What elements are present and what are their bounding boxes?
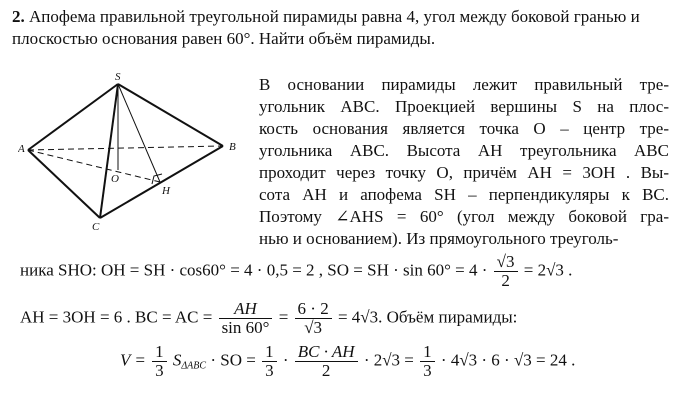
edge-SA [28,84,118,150]
formula-text: · SO = [210,350,256,370]
solution-line: проходит через точку O, причём AH = 3OH . Вы- [259,163,669,182]
edge-AB-hidden [28,146,223,150]
formula-text: · [282,350,289,370]
formula-line-3 [120,343,575,380]
fraction-denominator: 3 [423,361,432,380]
fraction [295,343,358,380]
formula-text: ника SHO: OH = SH · cos60° = 4 · 0,5 = 2 , SO = SH · sin 60° = 4 · [20,260,488,280]
formula-text: = [278,307,289,327]
formula-line-2 [20,300,517,337]
fraction [295,300,332,337]
formula-text: = 2√3 . [523,260,573,280]
fraction-denominator: 2 [501,271,510,290]
solution-line: нью и основанием). Из прямоугольного треуголь- [259,229,619,248]
formula-text: = 4√3. Объём пирамиды: [337,307,518,327]
pyramid-figure [18,70,258,235]
edge-SB [118,84,223,146]
label-S: S [115,71,121,83]
label-A: A [18,143,25,155]
fraction-denominator: √3 [304,318,323,337]
formula-line-1 [20,253,572,290]
area-subscript: ΔABC [181,360,207,372]
fraction-denominator: sin 60° [221,318,270,337]
solution-line: Поэтому ∠AHS = 60° (угол между боковой гра- [259,207,669,226]
area-symbol: S [172,350,182,370]
label-C: C [92,221,100,233]
formula-text: AH = 3OH = 6 . BC = AC = [20,307,213,327]
fraction-denominator: 2 [321,361,331,380]
fraction-denominator: 3 [155,361,164,380]
fraction [152,343,167,380]
fraction-numerator: 6 · 2 [295,300,332,319]
fraction-numerator: 1 [420,343,435,362]
formula-text: · 2√3 = [363,350,414,370]
fraction-numerator: BC · AH [295,343,358,362]
solution-line: угольник ABC. Проекцией вершины S на плос- [259,97,669,116]
fraction-numerator: 1 [152,343,167,362]
fraction [262,343,277,380]
fraction [420,343,435,380]
solution-text [259,74,669,250]
formula-text: V = [120,350,146,370]
fraction-denominator: 3 [265,361,274,380]
solution-line: В основании пирамиды лежит правильный тре- [259,75,669,94]
solution-line: сота AH и апофема SH – перпендикуляры к BC. [259,185,669,204]
label-B: B [229,141,236,153]
formula-text: · 4√3 · 6 · √3 = 24 . [440,350,576,370]
edge-AC [28,150,100,218]
fraction-numerator: AH [219,300,273,319]
apothem-SH [118,84,160,182]
edge-SC [100,84,118,218]
height-AH [28,150,160,182]
problem-statement [12,6,672,50]
label-O: O [111,173,119,185]
problem-number: 2. [12,7,25,26]
solution-line: угольника ABC. Высота AH треугольника ABC [259,141,669,160]
label-H: H [162,185,170,197]
fraction [494,253,518,290]
problem-text: Апофема правильной треугольной пирамиды равна 4, угол между боковой гранью и плоскостью основания равен 60°. Найти объём пирамиды. [12,7,640,48]
fraction-numerator: √3 [494,253,518,272]
solution-line: кость основания является точка O – центр тре- [259,119,669,138]
fraction-numerator: 1 [262,343,277,362]
fraction [219,300,273,337]
